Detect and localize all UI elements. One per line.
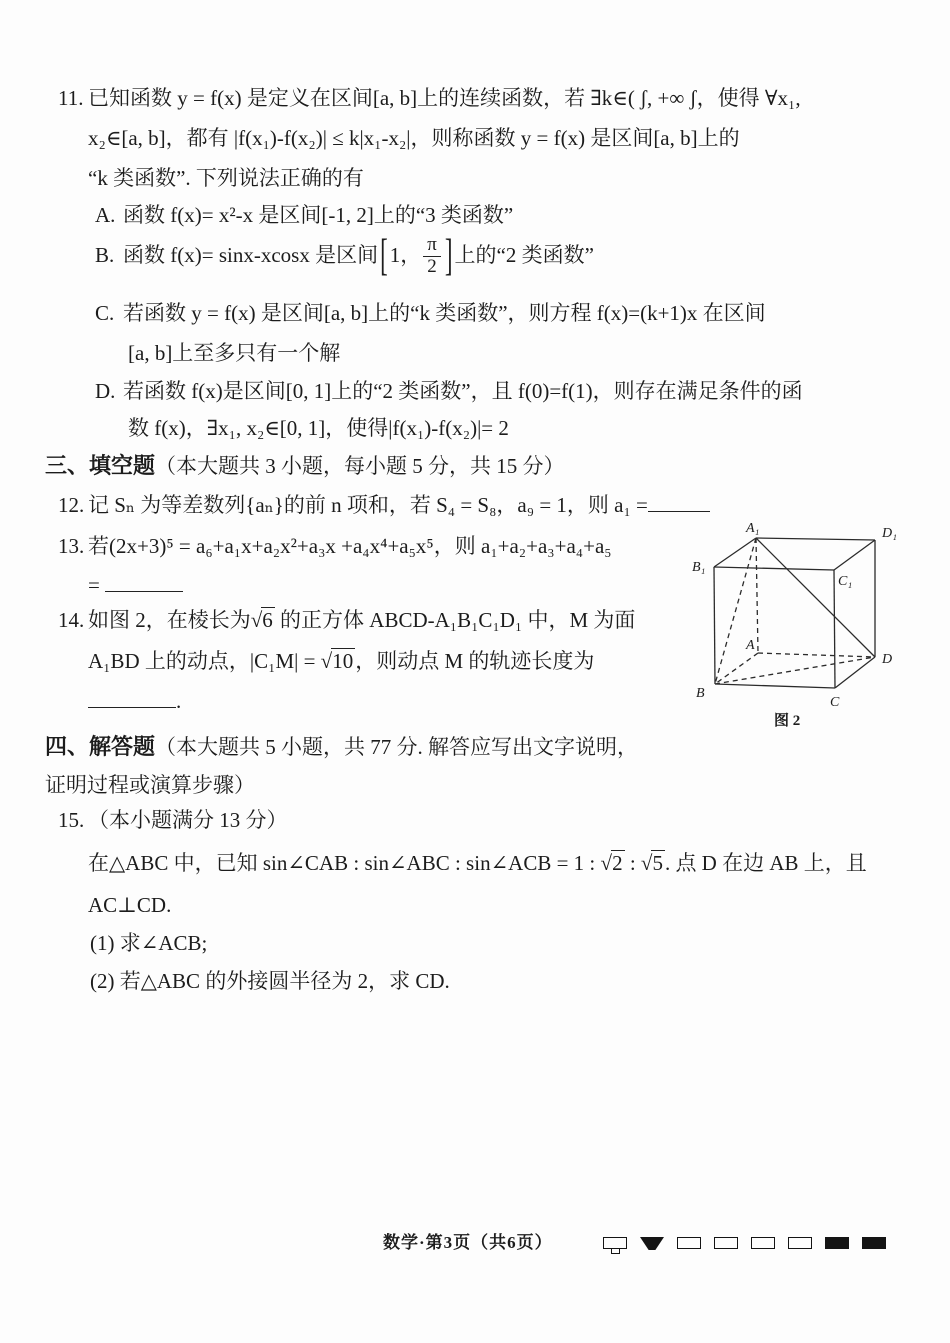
q11-line-2: x₂∈[a, b]，都有 |f(x₁)-f(x₂)| ≤ k|x₁-x₂|，则称函数 y = f(x) 是区间[a, b]上的 — [88, 126, 740, 150]
section3-desc: （本大题共 3 小题，每小题 5 分，共 15 分） — [155, 454, 565, 478]
cube-figure — [688, 510, 923, 732]
radical-sign: √ — [320, 649, 333, 673]
registration-mark-tabbed-rect-icon — [603, 1237, 627, 1249]
q15-body-1 — [88, 850, 867, 877]
q11-option-b — [95, 228, 594, 284]
sqrt-5 — [641, 851, 665, 875]
radical-sign: √ — [250, 608, 263, 632]
q14-answer-blank — [88, 691, 176, 708]
q13-line-1 — [58, 533, 612, 560]
sqrt-2 — [601, 851, 625, 875]
fraction-denominator: 2 — [427, 255, 437, 277]
q14-line-3 — [88, 688, 181, 715]
q15-header — [58, 807, 288, 834]
vertex-label-A1: A₁ — [746, 521, 760, 536]
q13-line-1-text: 若(2x+3)⁵ = a₆+a₁x+a₂x²+a₃x +a₄x⁴+a₅x⁵，则 a₁+a₂+a₃+a₄+a₅ — [88, 534, 612, 558]
q14-line-1 — [58, 607, 635, 634]
q11-option-b-label: B. — [95, 243, 115, 268]
q15-body-1-pre: 在△ABC 中，已知 sin∠CAB : sin∠ABC : sin∠ACB = 1 : — [88, 851, 601, 875]
q15-score: （本小题满分 13 分） — [88, 808, 288, 832]
q11-option-a-label: A. — [95, 203, 116, 227]
vertex-label-B: B — [696, 686, 705, 701]
q11-option-b-interval-start: 1， — [389, 243, 422, 268]
registration-mark-rect-icon — [751, 1237, 775, 1249]
q11-option-b-suffix: 上的“2 类函数” — [454, 243, 594, 268]
q13-answer-blank — [105, 575, 183, 592]
radical-sign: √ — [600, 851, 613, 875]
q11-option-c-line-1: 若函数 y = f(x) 是区间[a, b]上的“k 类函数”，则方程 f(x)=(k+1)x 在区间 — [123, 301, 766, 325]
q11-line-3: “k 类函数”. 下列说法正确的有 — [88, 166, 364, 190]
q11-number: 11. — [58, 86, 84, 110]
section4-desc: （本大题共 5 小题，共 77 分. 解答应写出文字说明， — [155, 735, 639, 759]
q11-line-1 — [58, 85, 801, 112]
q15-number: 15. — [58, 808, 85, 832]
q11-option-d-label: D. — [95, 379, 116, 403]
section4-desc-line-2: 证明过程或演算步骤） — [45, 773, 255, 797]
registration-mark-rect-icon — [788, 1237, 812, 1249]
q11-option-d — [95, 378, 803, 405]
q12-number: 12. — [58, 493, 85, 517]
radicand: 2 — [612, 851, 623, 875]
q15-body-1-mid: : — [624, 851, 641, 875]
registration-mark-solid-rect-icon — [862, 1237, 886, 1249]
q15-body-2: AC⊥CD. — [88, 893, 172, 917]
figure-caption: 图 2 — [774, 713, 801, 729]
fraction-numerator: π — [423, 235, 441, 257]
q15-part-1: (1) 求∠ACB; — [90, 931, 208, 955]
registration-mark-rect-icon — [677, 1237, 701, 1249]
q11-line-1-text: 已知函数 y = f(x) 是定义在区间[a, b]上的连续函数，若 ∃k∈( ʃ, +∞ ʃ，使得 ∀x₁, — [88, 86, 801, 110]
vertex-label-D: D — [882, 652, 893, 667]
q12-line — [58, 492, 710, 519]
printer-registration-marks — [603, 1237, 886, 1250]
q14-line-1-pre: 如图 2，在棱长为 — [88, 608, 251, 632]
q13-number: 13. — [58, 534, 85, 558]
q11-option-b-open-bracket: [ — [380, 230, 388, 280]
vertex-label-C1: C₁ — [838, 574, 853, 589]
q11-option-d-line-1: 若函数 f(x)是区间[0, 1]上的“2 类函数”，且 f(0)=f(1)，则存在满足条件的函 — [123, 379, 803, 403]
section4-header — [45, 733, 638, 762]
vertex-label-A: A — [746, 638, 755, 653]
sqrt-6 — [251, 608, 275, 632]
vertex-label-D1: D₁ — [882, 526, 897, 541]
q11-option-b-prefix: 函数 f(x)= sinx-xcosx 是区间 — [123, 243, 379, 268]
cube-edges — [714, 538, 875, 688]
radicand: 10 — [332, 649, 354, 673]
section3-header — [45, 452, 565, 481]
footer-page-label: 数学·第3页（共6页） — [383, 1233, 553, 1252]
q14-period: . — [176, 689, 182, 713]
radical-sign: √ — [640, 851, 653, 875]
vertex-label-B1: B₁ — [692, 560, 706, 575]
q15-part-2: (2) 若△ABC 的外接圆半径为 2，求 CD. — [90, 969, 450, 993]
registration-mark-rect-icon — [714, 1237, 738, 1249]
q13-line-2 — [88, 572, 183, 599]
q14-line-1-post: 的正方体 ABCD-A₁B₁C₁D₁ 中，M 为面 — [280, 608, 636, 632]
q13-equals: = — [88, 573, 100, 597]
registration-mark-solid-rect-icon — [825, 1237, 849, 1249]
registration-mark-solid-trapezoid-icon — [640, 1237, 664, 1250]
q11-option-b-fraction — [423, 235, 441, 278]
q14-line-2-pre: A₁BD 上的动点，|C₁M| = — [88, 649, 321, 673]
q15-body-1-post: . 点 D 在边 AB 上，且 — [664, 851, 867, 875]
q14-line-2 — [88, 648, 594, 675]
q11-option-c — [95, 300, 766, 327]
q11-option-c-line-2: [a, b]上至多只有一个解 — [128, 341, 341, 365]
q11-option-a-text: 函数 f(x)= x²-x 是区间[-1, 2]上的“3 类函数” — [123, 203, 514, 227]
q11-option-a — [95, 202, 513, 229]
q14-number: 14. — [58, 608, 85, 632]
sqrt-10 — [321, 649, 356, 673]
cube-hidden-edges — [715, 538, 875, 684]
q11-option-b-close-bracket: ] — [444, 230, 453, 280]
q12-text: 记 Sₙ 为等差数列{aₙ}的前 n 项和，若 S₄ = S₈，a₉ = 1，则 a₁ = — [88, 493, 648, 517]
q11-option-c-label: C. — [95, 301, 115, 325]
q14-line-2-post: ，则动点 M 的轨迹长度为 — [355, 649, 595, 673]
vertex-label-C: C — [830, 695, 840, 710]
radicand: 5 — [652, 851, 663, 875]
radicand: 6 — [262, 608, 273, 632]
q11-option-d-line-2: 数 f(x)，∃x₁, x₂∈[0, 1]，使得|f(x₁)-f(x₂)|= 2 — [128, 416, 509, 440]
section3-title: 三、填空题 — [45, 453, 156, 478]
section4-title: 四、解答题 — [45, 734, 156, 759]
